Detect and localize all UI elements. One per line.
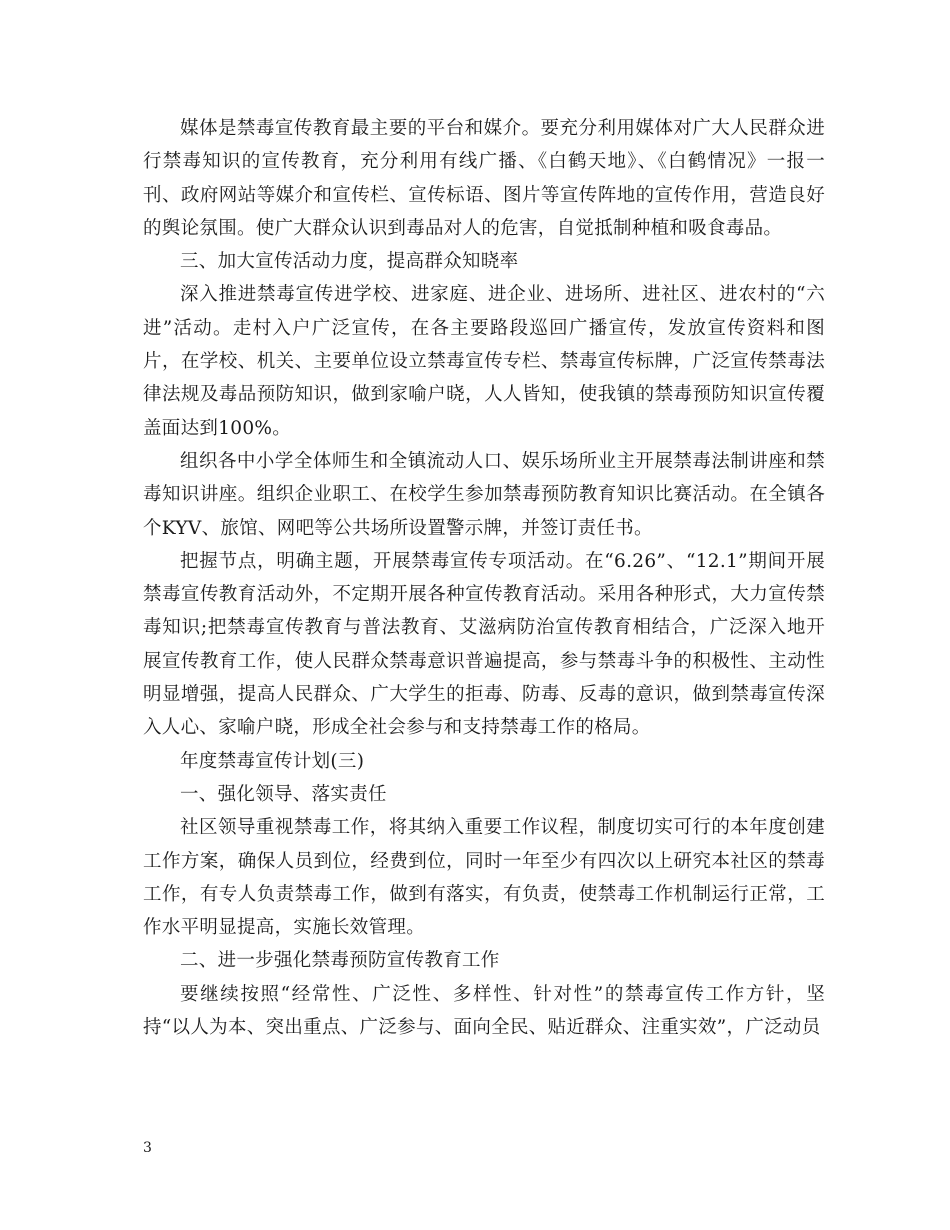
paragraph-community-leadership: 社区领导重视禁毒工作，将其纳入重要工作议程，制度切实可行的本年度创建工作方案，确保人员到位，经费到位，同时一年至少有四次以上研究本社区的禁毒工作，有专人负责禁毒工作，做到有落实，有负责，使禁毒工作机制运行正常，工作水平明显提高，实施长效管理。 xyxy=(143,817,825,939)
paragraph-guidelines: 要继续按照“经常性、广泛性、多样性、针对性”的禁毒宣传工作方针，坚持“以人为本、突出重点、广泛参与、面向全民、贴近群众、注重实效”，广泛动员 xyxy=(143,983,825,1039)
paragraph-special-activities: 把握节点，明确主题，开展禁毒宣传专项活动。在“6.26”、“12.1”期间开展禁毒宣传教育活动外，不定期开展各种宣传教育活动。采用各种形式，大力宣传禁毒知识;把禁毒宣传教育与普法教育、艾滋病防治宣传教育相结合，广泛深入地开展宣传教育工作，使人民群众禁毒意识普遍提高，参与禁毒斗争的积极性、主动性明显增强，提高人民群众、广大学生的拒毒、防毒、反毒的意识，做到禁毒宣传深入人心、家喻户晓，形成全社会参与和支持禁毒工作的格局。 xyxy=(143,550,825,739)
paragraph-six-entries: 深入推进禁毒宣传进学校、进家庭、进企业、进场所、进社区、进农村的“六进”活动。走村入户广泛宣传，在各主要路段巡回广播宣传，发放宣传资料和图片，在学校、机关、主要单位设立禁毒宣传专栏、禁毒宣传标牌，广泛宣传禁毒法律法规及毒品预防知识，做到家喻户晓，人人皆知，使我镇的禁毒预防知识宣传覆盖面达到100%。 xyxy=(143,284,825,439)
paragraph-media: 媒体是禁毒宣传教育最主要的平台和媒介。要充分利用媒体对广大人民群众进行禁毒知识的宣传教育，充分利用有线广播、《白鹤天地》、《白鹤情况》一报一刊、政府网站等媒介和宣传栏、宣传标语、图片等宣传阵地的宣传作用，营造良好的舆论氛围。使广大群众认识到毒品对人的危害，自觉抵制种植和吸食毒品。 xyxy=(143,118,825,239)
page-number: 3 xyxy=(143,1140,152,1156)
heading-section-one: 一、强化领导、落实责任 xyxy=(180,783,387,805)
heading-section-three: 三、加大宣传活动力度，提高群众知晓率 xyxy=(180,251,519,273)
heading-section-two: 二、进一步强化禁毒预防宣传教育工作 xyxy=(180,950,500,972)
heading-plan-three: 年度禁毒宣传计划(三) xyxy=(180,750,365,772)
paragraph-lectures: 组织各中小学全体师生和全镇流动人口、娱乐场所业主开展禁毒法制讲座和禁毒知识讲座。组织企业职工、在校学生参加禁毒预防教育知识比赛活动。在全镇各个KYV、旅馆、网吧等公共场所设置警示牌，并签订责任书。 xyxy=(143,450,825,539)
document-body xyxy=(143,112,825,1044)
